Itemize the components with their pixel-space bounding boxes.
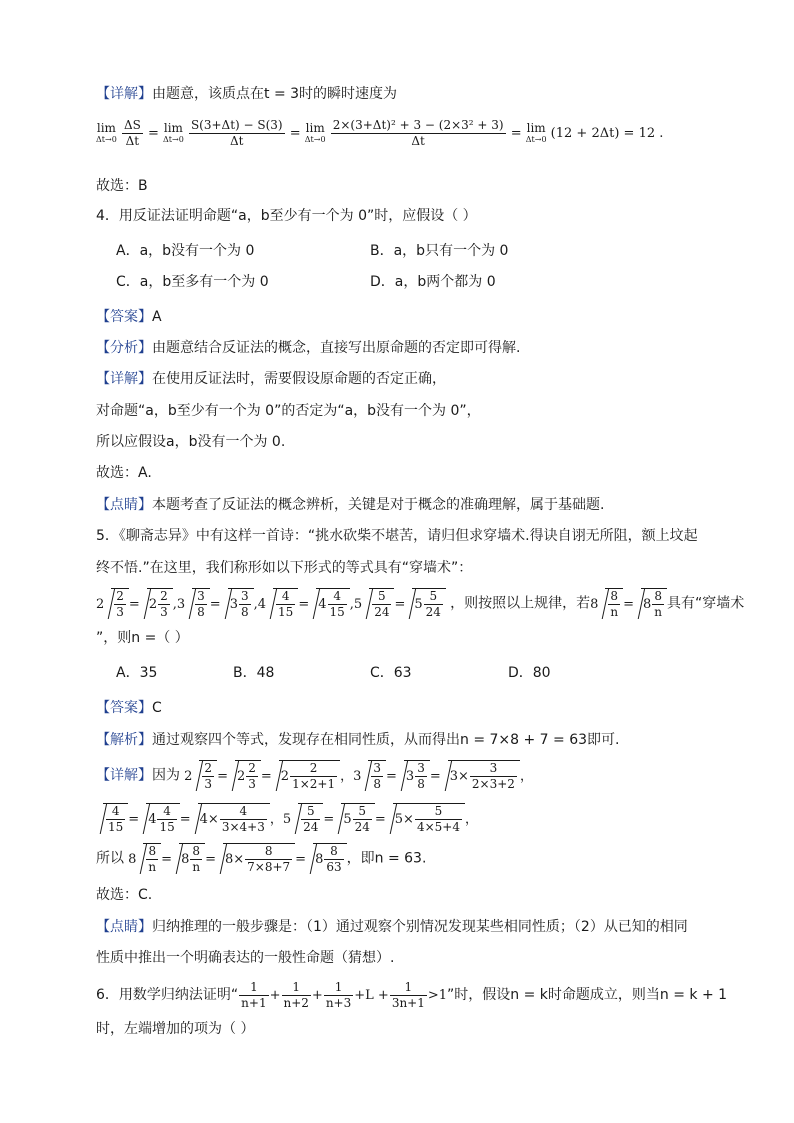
q5-stem-1: 5．《聊斋志异》中有这样一首诗：“挑水砍柴不堪苦，请归但求穿墙术.得诀自诩无所阻，额上坟起 xyxy=(96,528,698,544)
q5-choose: 故选：C. xyxy=(96,887,153,903)
q6-stem-start: 6．用数学归纳法证明“ xyxy=(96,987,239,1003)
q4-detail-3: 所以应假设a，b没有一个为 0. xyxy=(96,434,286,450)
analysis-text: 由题意结合反证法的概念，直接写出原命题的否定即可得解. xyxy=(152,340,521,356)
q5-detail-line-1: 【详解】因为 2 $\frac{2}{3}$ = 2 $\frac{2}{3}$ = 2 $\frac{2}{1\times 2+1}$ ，3 $\frac{3}{8}$ = 3 $\frac{3}{8}$ = 3× $\frac{3}{2\times 3+2}$ ， xyxy=(96,761,533,791)
q6-stem-2: 时，左端增加的项为（ ） xyxy=(96,1021,255,1037)
q4-option-d: D．a，b两个都为 0 xyxy=(370,274,496,290)
q4-option-a: A．a，b没有一个为 0 xyxy=(116,243,255,259)
detail-so: 所以 xyxy=(96,850,124,867)
answer-value: A xyxy=(152,309,162,325)
detail-because: 因为 xyxy=(152,767,180,784)
q4-answer xyxy=(96,307,162,327)
detail-tag: 【详解】 xyxy=(96,86,152,102)
comment-text: 归纳推理的一般步骤是：（1）通过观察个别情况发现某些相同性质；（2）从已知的相同 xyxy=(152,919,688,935)
q6-sum-expression: $\frac{1}{n+1}$ + $\frac{1}{n+2}$ + $\frac{1}{n+3}$ +L + $\frac{1}{3n+1}$ >1 xyxy=(241,980,448,1010)
q5-stem-3-text: ，则按照以上规律，若 xyxy=(450,595,591,612)
q5-answer xyxy=(96,698,162,718)
q6-stem-mid: ”时，假设n = k时命题成立，则当n = k + 1 xyxy=(447,987,728,1003)
q5-analysis xyxy=(96,730,619,750)
q5-comment-2: 性质中推出一个明确表达的一般性命题（猜想）. xyxy=(96,950,395,966)
q5-option-a: A．35 xyxy=(116,665,158,681)
q5-option-b: B．48 xyxy=(233,665,275,681)
q3-limit-expression xyxy=(96,118,663,149)
q3-detail-line xyxy=(96,84,397,104)
limit-formula: lim Δt→0 $\frac{\Delta S}{\Delta t}$ = lim Δt→0 $\frac{S(3+\Delta t) - S(3)}{\Delta t}$ = lim Δt→0 $\frac{\text{2×(3+Δt)² + 3 − (2×3² + 3)}}{\Delta t}$ = lim Δt→0 (12 + 2Δt) = 12 . xyxy=(96,118,664,148)
q4-choose: 故选：A. xyxy=(96,465,152,481)
detail-tag: 【详解】 xyxy=(96,371,152,387)
q5-stem-2: 终不悟.”在这里，我们称形如以下形式的等式具有“穿墙术”： xyxy=(96,560,473,576)
detail-result: ，即n = 63. xyxy=(346,850,427,867)
analysis-tag: 【分析】 xyxy=(96,340,152,356)
q4-detail-2: 对命题“a，b至少有一个为 0”的否定为“a，b没有一个为 0”， xyxy=(96,403,481,419)
detail-text: 在使用反证法时，需要假设原命题的否定正确， xyxy=(152,371,446,387)
q4-comment xyxy=(96,495,604,515)
answer-tag: 【答案】 xyxy=(96,309,152,325)
analysis-tag: 【解析】 xyxy=(96,732,152,748)
q5-detail-line-2: $\frac{4}{15}$ = 4 $\frac{4}{15}$ = 4× $\frac{4}{3\times 4+3}$ ，5 $\frac{5}{24}$ = 5 $\frac{5}{24}$ = 5× $\frac{5}{4\times 5+4}$ ， xyxy=(96,803,478,835)
q5-stem-4: ”，则n =（ ） xyxy=(96,630,189,646)
q5-detail-line-3: 所以 8 $\frac{8}{n}$ = 8 $\frac{8}{n}$ = 8× $\frac{8}{7\times 8+7}$ = 8 $\frac{8}{63}$ ，即n = 63. xyxy=(96,844,427,874)
q4-option-b: B．a，b只有一个为 0 xyxy=(370,243,509,259)
q5-comment-1 xyxy=(96,917,688,937)
q4-analysis xyxy=(96,338,520,358)
q4-detail-1 xyxy=(96,369,446,389)
q6-stem-line xyxy=(96,980,727,1011)
comment-tag: 【点睛】 xyxy=(96,919,152,935)
answer-tag: 【答案】 xyxy=(96,700,152,716)
q4-option-c: C．a，b至多有一个为 0 xyxy=(116,274,269,290)
analysis-text: 通过观察四个等式，发现存在相同性质，从而得出n = 7×8 + 7 = 63即可. xyxy=(152,732,620,748)
q4-stem: 4．用反证法证明命题“a，b至少有一个为 0”时，应假设（ ） xyxy=(96,208,477,224)
q3-detail-text: 由题意，该质点在t = 3时的瞬时速度为 xyxy=(152,86,398,102)
q5-option-c: C．63 xyxy=(370,665,412,681)
answer-value: C xyxy=(152,700,162,716)
q3-choose: 故选：B xyxy=(96,178,148,194)
q5-option-d: D．80 xyxy=(508,665,551,681)
q5-stem-3-tail: 具有“穿墙术 xyxy=(667,595,745,612)
comment-tag: 【点睛】 xyxy=(96,497,152,513)
comment-text: 本题考查了反证法的概念辨析，关键是对于概念的准确理解，属于基础题. xyxy=(152,497,605,513)
q5-equations-line: 2 $\frac{2}{3}$ = 2 $\frac{2}{3}$ ,3 $\frac{3}{8}$ = 3 $\frac{3}{8}$ ,4 $\frac{4}{15}$ = 4 $\frac{4}{15}$ ,5 $\frac{5}{24}$ = 5 $\frac{5}{24}$ ，则按照以上规律，若8 $\frac{8}{n}$ = 8 $\frac{8}{n}$ 具有“穿墙术 xyxy=(96,589,745,619)
detail-tag: 【详解】 xyxy=(96,767,152,784)
